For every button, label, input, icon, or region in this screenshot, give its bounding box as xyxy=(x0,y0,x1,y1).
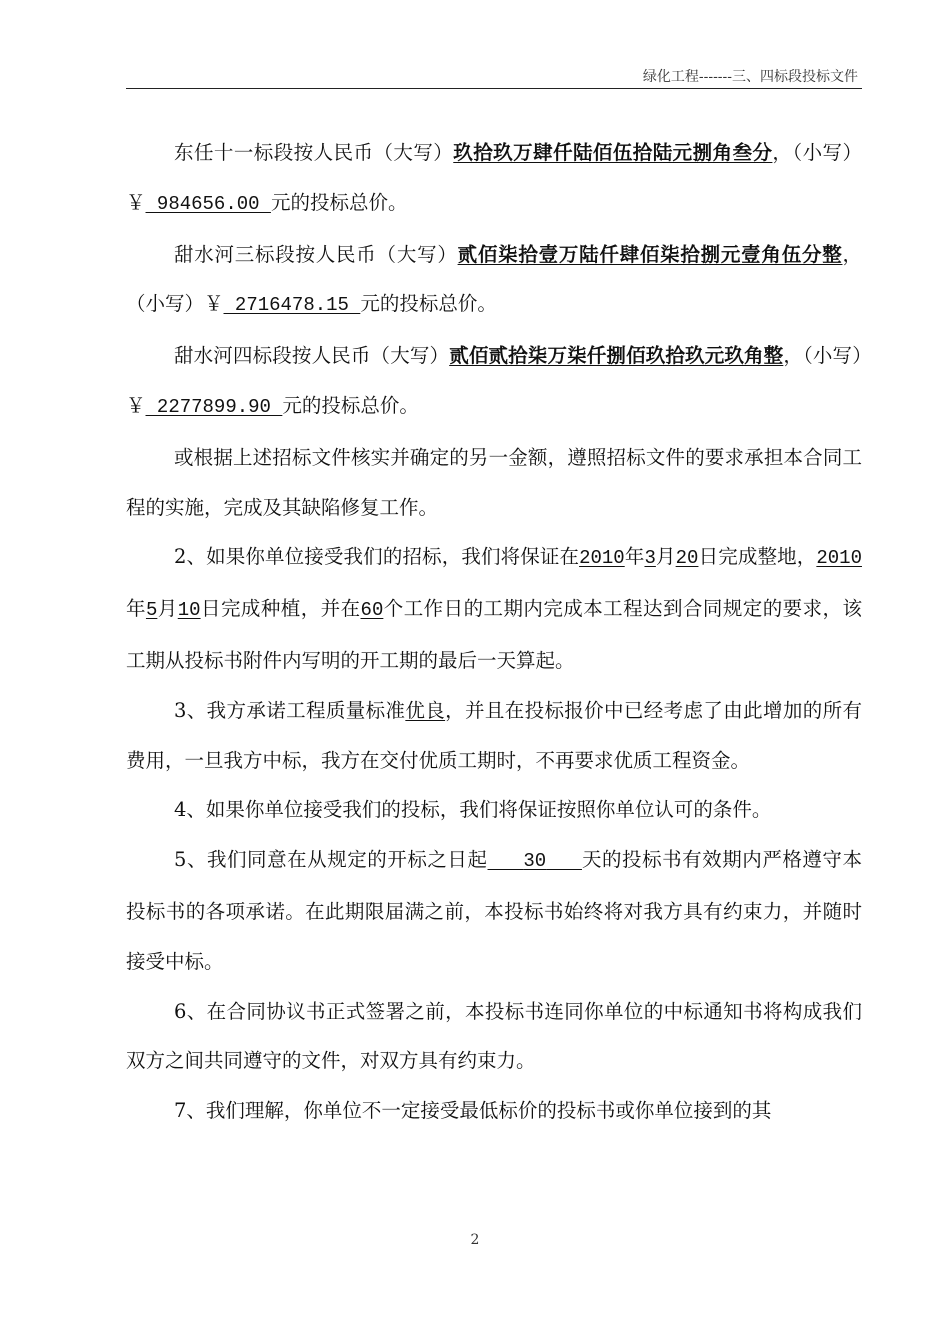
p8-text-1: 5、我们同意在从规定的开标之日起 xyxy=(174,848,488,872)
p5-text-6: 月 xyxy=(157,597,178,621)
p1-after-words: ， xyxy=(772,141,793,164)
p8-text-2: 天的投标书有效期内严格遵守本投标书的各项承诺。在此期限届满之前，本投标书始终将对我方具有约束力，并随时接受中标。 xyxy=(126,848,862,973)
p5-month-1: 3 xyxy=(644,547,656,570)
paragraph-lowest-bid: 7、我们理解，你单位不一定接受最低标价的投标书或你单位接到的其 xyxy=(174,1099,772,1123)
p5-text-3: 月 xyxy=(655,545,676,569)
paragraph-validity xyxy=(126,835,862,986)
paragraph-tianshui-section-3 xyxy=(126,230,862,332)
p5-text-5: 年 xyxy=(126,597,146,621)
paragraph-tianshui-section-4 xyxy=(126,331,862,433)
paragraph-contract: 6、在合同协议书正式签署之前，本投标书连同你单位的中标通知书将构成我们双方之间共同遵守的文件，对双方具有约束力。 xyxy=(126,999,862,1073)
p3-amount-number: 2277899.90 xyxy=(145,395,283,418)
p1-tail: 元的投标总价。 xyxy=(270,190,408,214)
p1-small-label: （小写）￥ xyxy=(126,141,862,214)
p5-text-2: 年 xyxy=(624,545,645,569)
document-body xyxy=(126,128,862,1136)
paragraph-schedule xyxy=(126,532,862,685)
p2-after-words: ，（小写）￥ xyxy=(126,242,862,316)
p3-amount-words: 贰佰贰拾柒万柒仟捌佰玖拾玖元玖角整 xyxy=(449,344,784,368)
p5-year-1: 2010 xyxy=(579,547,625,570)
p5-text-4: 日完成整地， xyxy=(698,545,817,569)
p8-valid-days-value: 30 xyxy=(523,850,547,873)
paragraph-conditions: 4、如果你单位接受我们的投标，我们将保证按照你单位认可的条件。 xyxy=(174,798,772,822)
p5-text-8: 个工作日的工期内完成本工程达到合同规定的要求，该工期从投标书附件内写明的开工期的最后一天算起。 xyxy=(126,597,862,672)
header-title: 绿化工程-------三、四标段投标文件 xyxy=(642,69,858,85)
p3-tail: 元的投标总价。 xyxy=(282,393,419,417)
p5-work-days: 60 xyxy=(360,599,384,622)
p1-lead: 东任十一标段按人民币（大写） xyxy=(174,141,454,164)
p5-text-1: 2、如果你单位接受我们的招标，我们将保证在 xyxy=(174,545,580,569)
p5-text-7: 日完成种植，并在 xyxy=(200,597,361,621)
page-number: 2 xyxy=(470,1232,480,1248)
p5-day-2: 10 xyxy=(177,599,201,622)
p2-lead: 甜水河三标段按人民币（大写） xyxy=(174,242,458,266)
p6-text-1: 3、我方承诺工程质量标准 xyxy=(174,698,406,722)
p3-lead: 甜水河四标段按人民币（大写） xyxy=(174,344,450,368)
p5-day-1: 20 xyxy=(675,547,699,570)
page-header xyxy=(126,66,862,89)
p5-year-2: 2010 xyxy=(816,547,862,570)
p1-amount-number: 984656.00 xyxy=(145,192,271,215)
p1-amount-words: 玖拾玖万肆仟陆佰伍拾陆元捌角叁分 xyxy=(453,141,773,164)
p6-quality-standard: 优良 xyxy=(405,698,446,722)
p8-valid-days xyxy=(488,850,582,872)
paragraph-east-section-11 xyxy=(126,128,862,230)
p2-amount-words: 贰佰柒拾壹万陆仟肆佰柒拾捌元壹角伍分整 xyxy=(457,242,843,266)
p2-amount-number: 2716478.15 xyxy=(223,294,361,317)
p6-text-2: ，并且在投标报价中已经考虑了由此增加的所有费用，一旦我方中标，我方在交付优质工期时，不再要求优质工程资金。 xyxy=(126,698,862,772)
p3-after-words: ，（小写）￥ xyxy=(126,344,862,417)
paragraph-alternative-amount: 或根据上述招标文件核实并确定的另一金额，遵照招标文件的要求承担本合同工程的实施，完成及其缺陷修复工作。 xyxy=(126,445,862,519)
p2-tail: 元的投标总价。 xyxy=(360,292,497,316)
paragraph-quality xyxy=(126,686,862,786)
p5-month-2: 5 xyxy=(145,599,158,622)
